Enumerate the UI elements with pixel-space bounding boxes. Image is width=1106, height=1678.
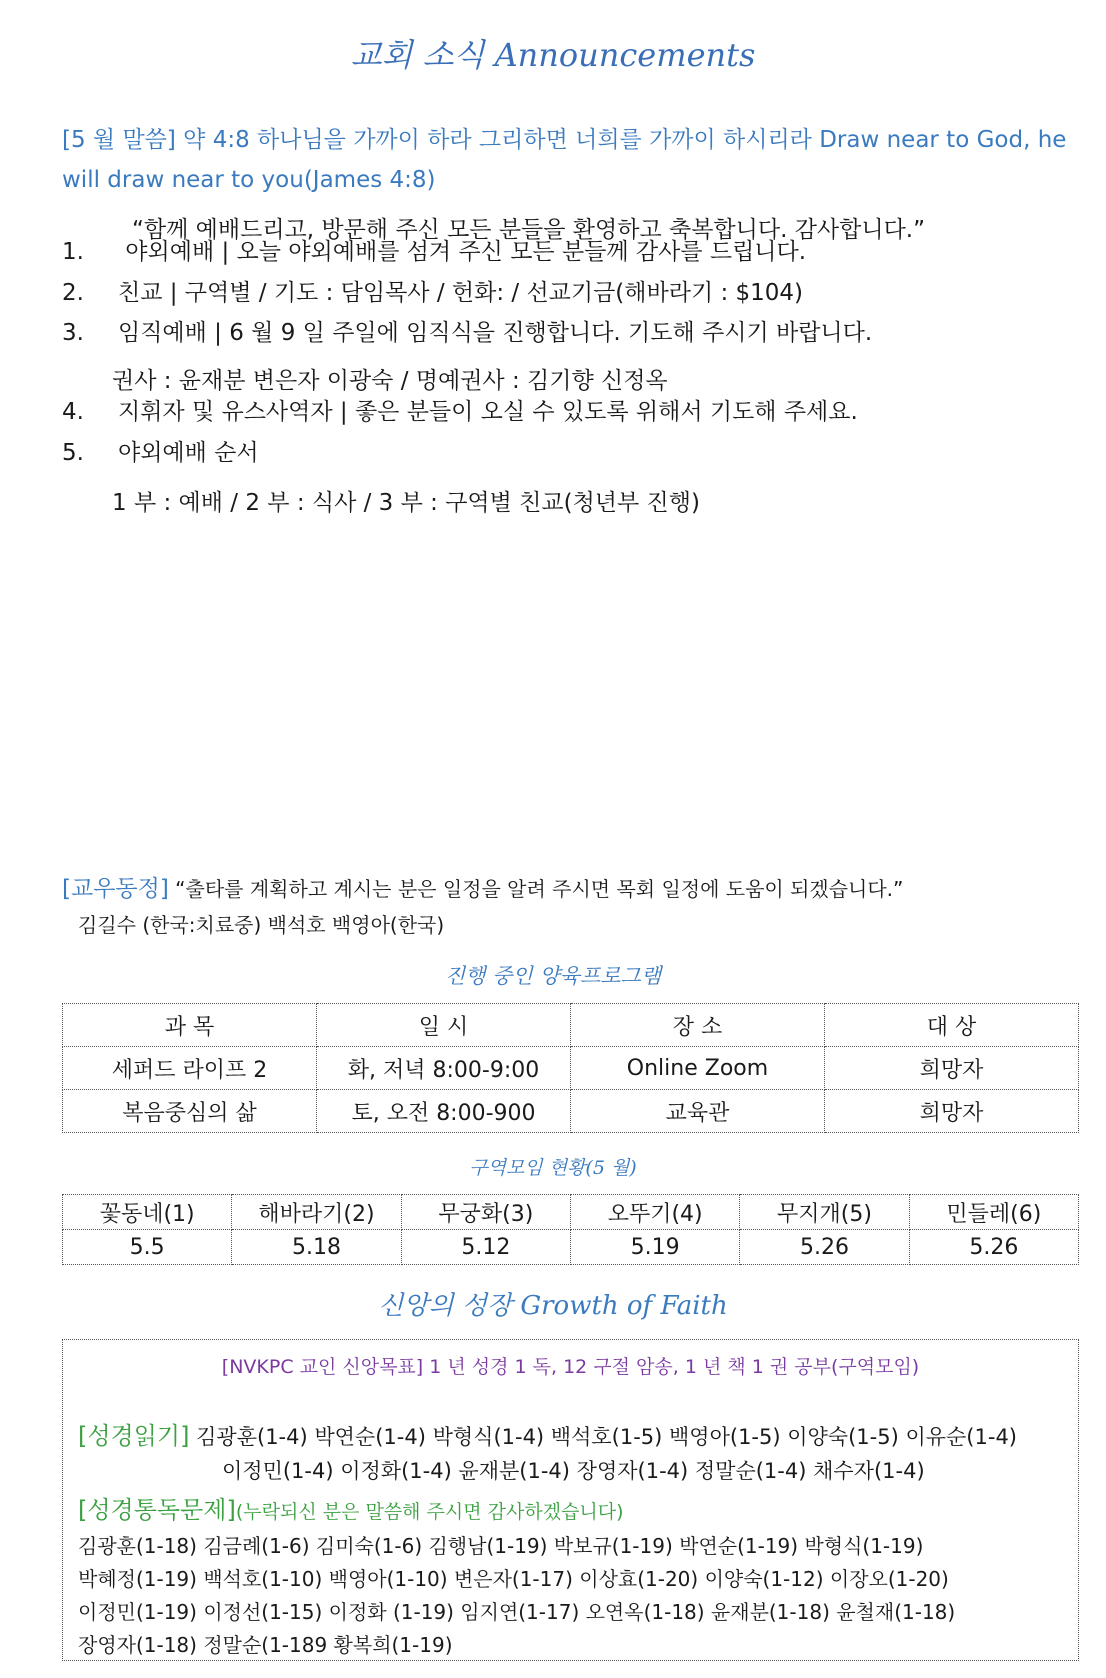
- table-cell: 복음중심의 삶: [63, 1090, 317, 1133]
- table-cell: 5.5: [63, 1230, 232, 1265]
- reading-line: [78, 1416, 1017, 1451]
- program-table: [62, 1003, 1079, 1133]
- page-title: 교회 소식 Announcements: [350, 36, 756, 74]
- member-news-tag: [교우동정]: [62, 876, 169, 902]
- table-cell: 희망자: [825, 1047, 1079, 1090]
- quiz-line: 박혜정(1-19) 백석호(1-10) 백영아(1-10) 변은자(1-17) 이상효(1-20) 이양숙(1-12) 이장오(1-20): [78, 1567, 949, 1591]
- table-cell: 교육관: [571, 1090, 825, 1133]
- table-cell: 5.26: [909, 1230, 1078, 1265]
- table-cell: Online Zoom: [571, 1047, 825, 1090]
- table-cell: 5.12: [401, 1230, 570, 1265]
- item5-detail: 1 부 : 예배 / 2 부 : 식사 / 3 부 : 구역별 친교(청년부 진행): [112, 490, 700, 516]
- column-header: 대 상: [825, 1004, 1079, 1047]
- table-cell: 희망자: [825, 1090, 1079, 1133]
- faith-title: 신앙의 성장 Growth of Faith: [378, 1291, 728, 1321]
- table-header-row: [63, 1004, 1079, 1047]
- item-number: 1.: [62, 239, 84, 265]
- item-number: 5.: [62, 440, 84, 466]
- welcome-message: “함께 예배드리고, 방문해 주신 모든 분들을 환영하고 축복합니다. 감사합니다.”: [132, 217, 926, 243]
- member-news-names: 김길수 (한국:치료중) 백석호 백영아(한국): [78, 913, 445, 937]
- faith-goal: [NVKPC 교인 신앙목표] 1 년 성경 1 독, 12 구절 암송, 1 년 책 1 권 공부(구역모임): [221, 1356, 920, 1378]
- column-header: 해바라기(2): [232, 1195, 401, 1230]
- column-header: 오뚜기(4): [570, 1195, 739, 1230]
- column-header: 장 소: [571, 1004, 825, 1047]
- quiz-note: (누락되신 분은 말씀해 주시면 감사하겠습니다): [235, 1501, 624, 1523]
- announcement-item: [62, 273, 803, 313]
- quiz-label: [성경통독문제]: [78, 1496, 236, 1524]
- item-text: 임직예배 | 6 월 9 일 주일에 임직식을 진행합니다. 기도해 주시기 바랍니다.: [118, 320, 873, 346]
- member-news-text: “출타를 계획하고 계시는 분은 일정을 알려 주시면 목회 일정에 도움이 되겠습니다.”: [168, 877, 904, 901]
- reading-names: 김광훈(1-4) 박연순(1-4) 박형식(1-4) 백석호(1-5) 백영아(1-5) 이양숙(1-5) 이유순(1-4): [189, 1425, 1017, 1449]
- item-number: 4.: [62, 399, 84, 425]
- member-news: [62, 870, 903, 903]
- column-header: 무궁화(3): [401, 1195, 570, 1230]
- item-text: 야외예배 순서: [118, 440, 259, 466]
- quiz-heading: [78, 1490, 624, 1525]
- item-text: 지휘자 및 유스사역자 | 좋은 분들이 오실 수 있도록 위해서 기도해 주세요.: [118, 399, 858, 425]
- table-header-row: [63, 1195, 1079, 1230]
- table-row: [63, 1230, 1079, 1265]
- quiz-line: 김광훈(1-18) 김금례(1-6) 김미숙(1-6) 김행남(1-19) 박보규(1-19) 박연순(1-19) 박형식(1-19): [78, 1534, 924, 1558]
- announcement-item: [62, 313, 872, 353]
- table-row: [63, 1047, 1079, 1090]
- program-title: 진행 중인 양육프로그램: [444, 964, 662, 988]
- table-cell: 5.26: [740, 1230, 909, 1265]
- table-cell: 5.19: [570, 1230, 739, 1265]
- cells-title: 구역모임 현황(5 월): [469, 1157, 637, 1179]
- monthly-verse: [5 월 말씀] 약 4:8 하나님을 가까이 하라 그리하면 너희를 가까이 하시리라 Draw near to God, he will draw near to you(James 4:8): [62, 127, 1067, 193]
- table-cell: 5.18: [232, 1230, 401, 1265]
- table-cell: 화, 저녁 8:00-9:00: [317, 1047, 571, 1090]
- item-text: 친교 | 구역별 / 기도 : 담임목사 / 헌화: / 선교기금(해바라기 : $104): [118, 280, 804, 306]
- quiz-line: 이정민(1-19) 이정선(1-15) 이정화 (1-19) 임지연(1-17) 오연옥(1-18) 윤재분(1-18) 윤철재(1-18): [78, 1600, 956, 1624]
- quiz-line: 장영자(1-18) 정말순(1-189 황복희(1-19): [78, 1633, 453, 1657]
- column-header: 무지개(5): [740, 1195, 909, 1230]
- announcement-item: [62, 433, 259, 473]
- reading-line: 이정민(1-4) 이정화(1-4) 윤재분(1-4) 장영자(1-4) 정말순(1-4) 채수자(1-4): [222, 1459, 925, 1483]
- item-text: 야외예배 | 오늘 야외예배를 섬겨 주신 모든 분들께 감사를 드립니다.: [118, 239, 807, 265]
- column-header: 꽃동네(1): [63, 1195, 232, 1230]
- column-header: 민들레(6): [909, 1195, 1078, 1230]
- table-row: [63, 1090, 1079, 1133]
- item-number: 2.: [62, 280, 84, 306]
- announcement-item: [62, 232, 806, 272]
- table-cell: 토, 오전 8:00-900: [317, 1090, 571, 1133]
- announcement-item: [62, 392, 858, 432]
- table-cell: 세퍼드 라이프 2: [63, 1047, 317, 1090]
- reading-label: [성경읽기]: [78, 1422, 190, 1450]
- column-header: 과 목: [63, 1004, 317, 1047]
- cell-meeting-table: [62, 1194, 1079, 1265]
- column-header: 일 시: [317, 1004, 571, 1047]
- item-number: 3.: [62, 320, 84, 346]
- item3-detail: 권사 : 윤재분 변은자 이광숙 / 명예권사 : 김기향 신정옥: [112, 368, 668, 394]
